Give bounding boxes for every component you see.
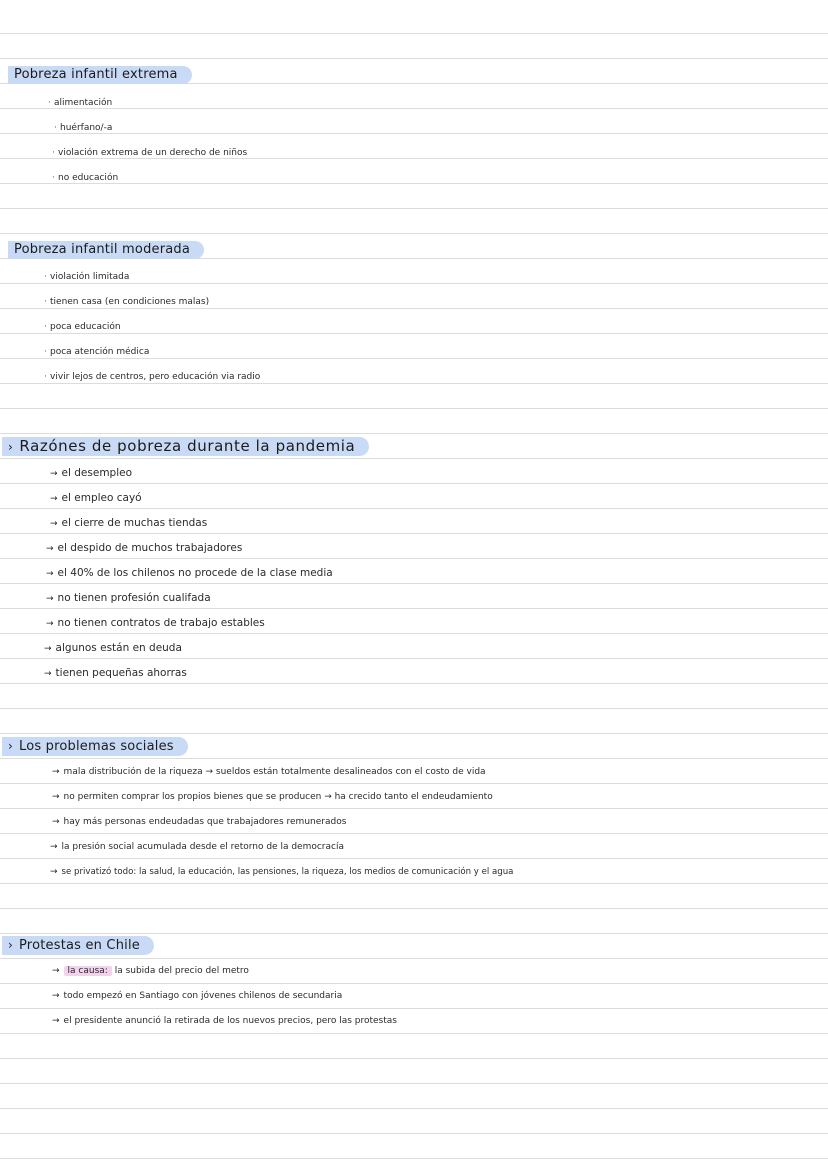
list-item: → la causa: la subida del precio del metro [52,966,249,976]
bullet-dot: · [52,148,55,158]
chevron-right-icon: › [8,739,13,753]
arrow-right-icon: → [46,544,54,554]
heading-text: Los problemas sociales [19,739,174,754]
heading-text: Protestas en Chile [19,938,140,953]
chevron-right-icon: › [8,440,14,454]
list-item: → hay más personas endeudadas que trabajadores remunerados [52,817,347,827]
list-item: → todo empezó en Santiago con jóvenes chilenos de secundaria [52,991,343,1001]
list-item: · alimentación [48,98,113,108]
arrow-right-icon: → [52,1016,60,1026]
list-item: · huérfano/-a [54,123,113,133]
list-item: → no tienen profesión cualifada [46,592,211,604]
arrow-right-icon: → [44,669,52,679]
list-item: · poca atención médica [44,347,150,357]
heading-text: Razónes de pobreza durante la pandemia [19,437,356,455]
list-item: → la presión social acumulada desde el retorno de la democracía [50,842,344,852]
arrow-right-icon: → [52,767,60,777]
list-item: → no tienen contratos de trabajo estables [46,617,265,629]
list-item: · tienen casa (en condiciones malas) [44,297,210,307]
bullet-dot: · [52,173,55,183]
bullet-dot: · [44,272,47,282]
list-item: · violación extrema de un derecho de niños [52,148,248,158]
bullet-dot: · [54,123,57,133]
list-item: → el 40% de los chilenos no procede de la clase media [46,567,333,579]
arrow-right-icon: → [50,519,58,529]
arrow-right-icon: → [52,966,60,976]
arrow-right-icon: → [46,569,54,579]
arrow-right-icon: → [44,644,52,654]
list-item: → el presidente anunció la retirada de los nuevos precios, pero las protestas [52,1016,397,1026]
list-item: · violación limitada [44,272,130,282]
arrow-right-icon: → [46,594,54,604]
list-item: → se privatizó todo: la salud, la educación, las pensiones, la riqueza, los medios de comunicación y el agua [50,867,514,877]
section-heading-problemas [2,737,188,756]
list-item: · vivir lejos de centros, pero educación via radio [44,372,261,382]
list-item: · no educación [52,173,119,183]
bullet-dot: · [44,347,47,357]
arrow-right-icon: → [46,619,54,629]
heading-text: Pobreza infantil moderada [14,242,191,257]
list-item: → el desempleo [50,467,133,479]
bullet-dot: · [44,372,47,382]
arrow-right-icon: → [50,867,58,877]
list-item: · poca educación [44,322,121,332]
list-item: → el cierre de muchas tiendas [50,517,208,529]
section-heading-moderada [8,241,204,259]
arrow-right-icon: → [50,494,58,504]
list-item: → mala distribución de la riqueza → sueldos están totalmente desalineados con el costo de vida [52,767,486,777]
arrow-right-icon: → [50,842,58,852]
bullet-dot: · [44,297,47,307]
list-item: → algunos están en deuda [44,642,182,654]
heading-text: Pobreza infantil extrema [14,67,178,82]
list-item: → tienen pequeñas ahorras [44,667,187,679]
arrow-right-icon: → [52,991,60,1001]
list-item: → no permiten comprar los propios bienes que se producen → ha crecido tanto el endeudamiento [52,792,493,802]
list-item: → el empleo cayó [50,492,142,504]
section-heading-extrema [8,66,192,84]
section-heading-pandemia [2,437,369,456]
cause-highlight-label: la causa: [64,966,112,976]
arrow-right-icon: → [52,817,60,827]
chevron-right-icon: › [8,938,13,952]
bullet-dot: · [48,98,51,108]
arrow-right-icon: → [52,792,60,802]
section-heading-protestas [2,936,154,955]
arrow-right-icon: → [50,469,58,479]
bullet-dot: · [44,322,47,332]
list-item: → el despido de muchos trabajadores [46,542,243,554]
